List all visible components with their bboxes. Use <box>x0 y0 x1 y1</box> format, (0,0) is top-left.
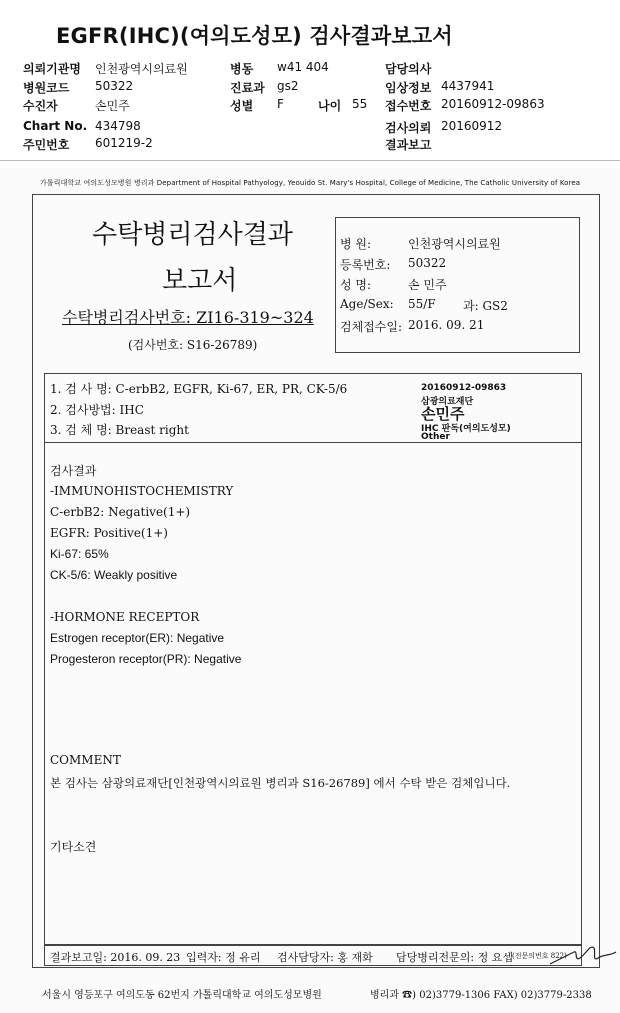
report-date: 결과보고일: 2016. 09. 23 <box>50 951 181 964</box>
age-label: 나이 <box>318 99 342 113</box>
test-method-line: 2. 검사방법: IHC <box>50 403 144 417</box>
sex-label: 성별 <box>230 99 254 113</box>
hospcode-value: 50322 <box>95 79 134 93</box>
report-heading-line1: 수탁병리검사결과 <box>92 220 293 250</box>
result-ki67: Ki-67: 65% <box>50 547 109 561</box>
test-name-line: 1. 검 사 명: C-erbB2, EGFR, Ki-67, ER, PR, CK-5/6 <box>50 382 348 396</box>
results-heading: 검사결과 <box>50 464 97 478</box>
hospital-address: 서울시 영등포구 여의도동 62번지 가톨릭대학교 여의도성모병원 <box>42 990 322 1001</box>
patient-label: 수진자 <box>23 99 58 113</box>
sticker-name: 손민주 <box>421 405 465 423</box>
signature-icon <box>548 938 618 970</box>
sex-value: F <box>277 97 284 111</box>
chart-value: 434798 <box>95 119 141 133</box>
pb-agesex-value: 55/F <box>408 297 436 311</box>
header-divider <box>0 160 620 161</box>
pb-name-label: 성 명: <box>340 278 372 292</box>
sticker-other: Other <box>421 432 450 442</box>
report-heading-line2: 보고서 <box>162 266 238 296</box>
test-specimen-line: 3. 검 체 명: Breast right <box>50 423 189 437</box>
institution-value: 인천광역시의료원 <box>95 62 188 76</box>
technician: 검사담당자: 홍 재화 <box>277 951 373 964</box>
result-er: Estrogen receptor(ER): Negative <box>50 631 225 645</box>
sticker-number: 20160912-09863 <box>421 383 507 393</box>
university-line: 가톨릭대학교 여의도성모병원 병리과 Department of Hospital Pathyology, Yeouido St. Mary's Hospital, College of Medicine, The Catholic University of Korea <box>40 179 581 187</box>
report-title: EGFR(IHC)(여의도성모) 검사결과보고서 <box>56 24 453 48</box>
result-egfr: EGFR: Positive(1+) <box>50 526 168 540</box>
result-ck56: CK-5/6: Weakly positive <box>50 568 178 582</box>
sticker-method: IHC 판독(여의도성모) <box>421 424 511 434</box>
result-cerbb2: C-erbB2: Negative(1+) <box>50 505 191 519</box>
pb-agesex-label: Age/Sex: <box>340 297 394 311</box>
comment-text: 본 검사는 삼광의료재단[인천광역시의료원 병리과 S16-26789] 에서 수탁 받은 검체입니다. <box>50 776 511 790</box>
request-value: 20160912 <box>441 119 503 133</box>
sub-number: (검사번호: S16-26789) <box>128 338 258 352</box>
comment-heading: COMMENT <box>50 753 121 767</box>
ihc-heading: -IMMUNOHISTOCHEMISTRY <box>50 484 234 498</box>
hospital-phone: 병리과 ☎) 02)3779-1306 FAX) 02)3779-2338 <box>370 990 592 1001</box>
clinical-label: 임상정보 <box>385 81 432 95</box>
report-label: 결과보고 <box>385 138 432 152</box>
pb-dept: 과: GS2 <box>463 299 508 313</box>
hormone-heading: -HORMONE RECEPTOR <box>50 610 200 624</box>
receipt-label: 접수번호 <box>385 99 432 113</box>
receipt-value: 20160912-09863 <box>441 97 545 111</box>
institution-label: 의뢰기관명 <box>23 62 81 76</box>
pb-reg-value: 50322 <box>408 256 447 270</box>
result-pr: Progesteron receptor(PR): Negative <box>50 652 242 666</box>
doctor-label: 담당의사 <box>385 62 432 76</box>
age-value: 55 <box>352 97 368 111</box>
chart-label: Chart No. <box>23 119 88 133</box>
pb-name-value: 손 민주 <box>408 278 447 292</box>
license-number: (전문의번호 822) <box>512 952 567 960</box>
pb-hospital-label: 병 원: <box>340 237 372 251</box>
pb-hospital-value: 인천광역시의료원 <box>408 237 501 251</box>
ward-label: 병동 <box>230 62 254 76</box>
dept-label: 진료과 <box>230 81 265 95</box>
rrn-value: 601219-2 <box>95 136 153 150</box>
pathologist: 담당병리전문의: 정 요셉 <box>396 951 513 964</box>
clinical-value: 4437941 <box>441 79 495 93</box>
pb-reg-label: 등록번호: <box>340 258 391 272</box>
hospcode-label: 병원코드 <box>23 81 70 95</box>
sticker-foundation: 삼광의료재단 <box>421 397 474 407</box>
other-findings-heading: 기타소견 <box>50 840 97 854</box>
rrn-label: 주민번호 <box>23 138 70 152</box>
dept-value: gs2 <box>277 79 299 93</box>
specimen-number: 수탁병리검사번호: ZI16-319~324 <box>62 308 314 327</box>
ward-value: w41 404 <box>277 60 329 74</box>
pb-date-label: 검체접수일: <box>340 320 403 334</box>
request-label: 검사의뢰 <box>385 121 432 135</box>
entered-by: 입력자: 정 유리 <box>186 951 261 964</box>
patient-value: 손민주 <box>95 99 130 113</box>
pb-date-value: 2016. 09. 21 <box>408 318 485 332</box>
